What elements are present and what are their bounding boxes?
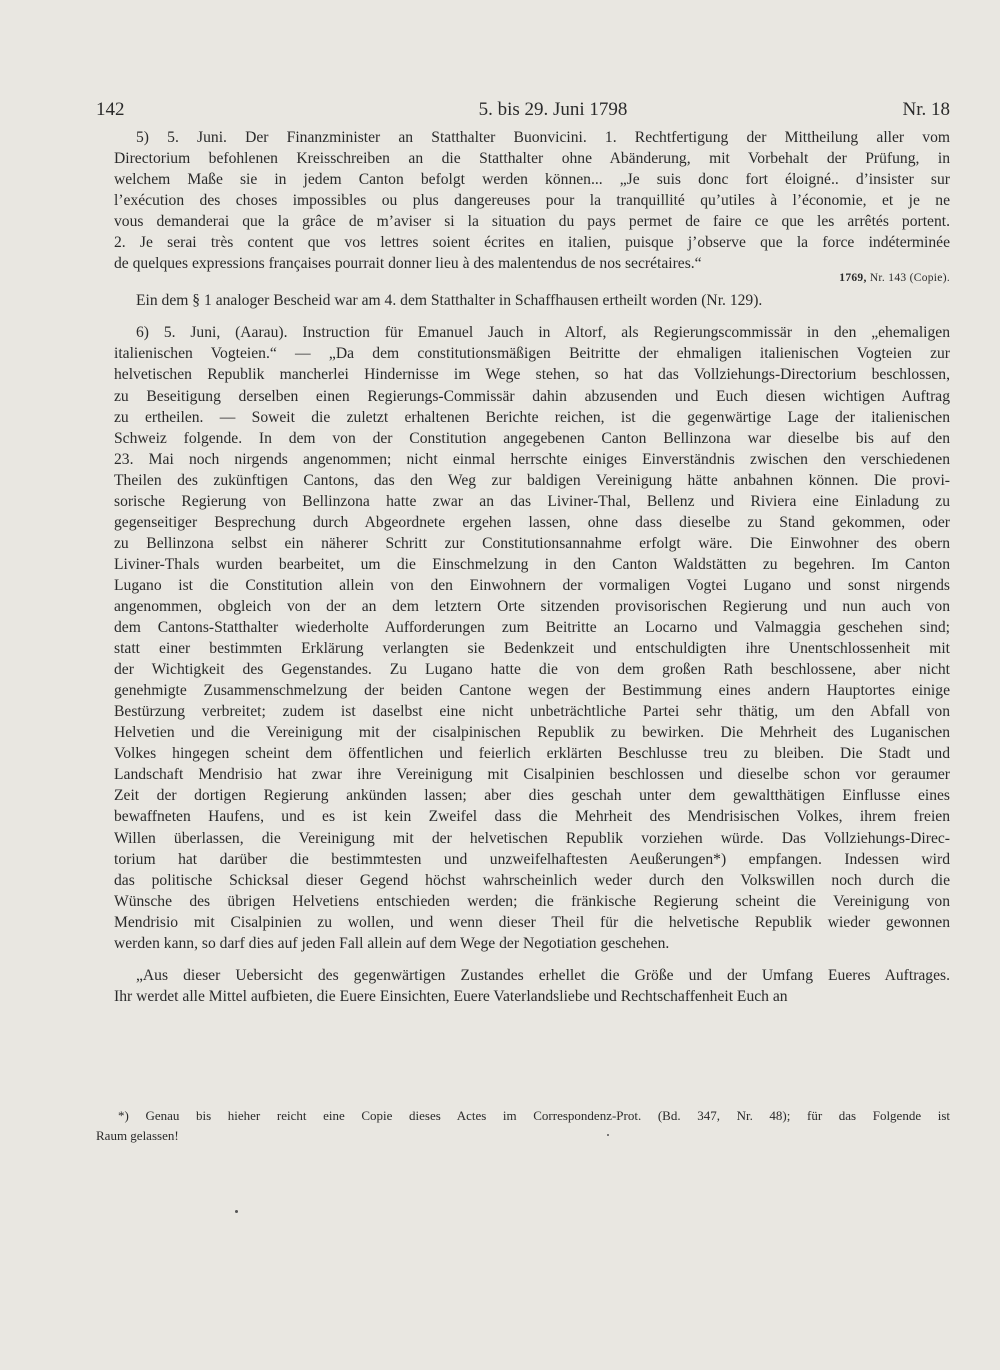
- entry-5-note-line: Ein dem § 1 analoger Bescheid war am 4. dem Statthalter in Schaffhausen ertheilt worden (Nr. 129).: [136, 292, 763, 310]
- entry-6-line: italienischen Vogteien.“ — „Da dem constitutionsmäßigen Beitritte der ehmaligen italienischen Vogteien zur: [114, 345, 950, 363]
- source-detail: Nr. 143 (Copie).: [866, 272, 950, 285]
- entry-5-line: 2. Je serai très content que vos lettres soient écrites en italien, puisque j’observe que la force indéterminée: [114, 234, 950, 252]
- entry-6-paragraph: [96, 322, 950, 953]
- entry-5-note: [96, 290, 950, 311]
- entry-6-line: das politische Schicksal dieser Gegend höchst wahrscheinlich weder durch den Volkswillen noch durch die: [114, 871, 950, 889]
- entry-6-line: Wünsche des übrigen Helvetiens entschieden werden; die fränkische Regierung scheint die Vereinigung von: [114, 892, 950, 910]
- document-body: [96, 127, 950, 1007]
- entry-5-line: Directorium befohlenen Kreisschreiben an die Statthalter ohne Abänderung, mit Vorbehalt der Prüfung, in: [114, 150, 950, 168]
- entry-6-line: 6) 5. Juni, (Aarau). Instruction für Emanuel Jauch in Altorf, als Regierungscommissär in den „ehemaligen: [136, 324, 950, 342]
- entry-5-line: l’exécution des choses impossibles ou plus dangereuses pour la tranquillité qu’utiles à l’économie, et je ne: [114, 192, 950, 210]
- entry-5-line: vous demanderai que la grâce de m’aviser si la situation du pays permet de faire ce que les arrêtés portent.: [114, 213, 950, 231]
- entry-6-line: Schweiz folgende. In dem von der Constitution angegebenen Canton Bellinzona war dieselbe bis auf den: [114, 429, 950, 447]
- entry-6-line: Landschaft Mendrisio hat zwar ihre Vereinigung mit Cisalpinien beschlossen und dieselbe schon vor geraumer: [114, 766, 950, 784]
- entry-6-line: Helvetien und die Vereinigung mit der cisalpinischen Republik zu bewirken. Die Mehrheit des Luganischen: [114, 724, 950, 742]
- entry-6-line: dem Cantons-Statthalter wiederholte Aufforderungen zum Beitritte an Locarno und Valmaggia geschehen sind;: [114, 619, 950, 637]
- entry-6-line: Theilen des zukünftigen Cantons, das den Weg zur baldigen Vereinigung hätte anbahnen können. Die provi-: [114, 471, 950, 489]
- paper-speck: [607, 1134, 609, 1136]
- footnote-line: Raum gelassen!: [96, 1128, 179, 1143]
- entry-6-line: torium hat darüber die bestimmtesten und unzweifelhaftesten Aeußerungen*) empfangen. Indessen wird: [114, 850, 950, 868]
- page-header: [96, 99, 950, 125]
- entry-5-line: de quelques expressions françaises pourrait donner lieu à des malentendus de nos secrétaires.“: [114, 255, 702, 273]
- header-date-range: 5. bis 29. Juni 1798: [478, 99, 628, 120]
- entry-6-line: werden kann, so darf dies auf jeden Fall allein auf dem Wege der Negotiation geschehen.: [114, 934, 670, 952]
- entry-6-line: angenommen, obgleich von der an dem letztern Orte sitzenden provisorischen Regierung und nun auch von: [114, 597, 950, 615]
- entry-6-line: der Wichtigkeit des Gegenstandes. Zu Lugano hatte die von dem großen Rath beschlossene, aber nicht: [114, 661, 950, 679]
- source-volume: 1769,: [839, 272, 867, 285]
- entry-6-line: helvetischen Republik mancherlei Hindernisse im Wege stehen, so hat das Vollziehungs-Directorium beschlossen,: [114, 366, 950, 384]
- entry-6-line: Willen überlassen, die Vereinigung mit der helvetischen Republik vorziehen würde. Das Vollziehungs-Direc-: [114, 829, 950, 847]
- entry-6-line: zu Beseitigung derselben einen Regierungs-Commissär dahin abzusenden und Euch diesen wichtigen Auftrag: [114, 387, 950, 405]
- entry-6-line: Liviner-Thals wurden bearbeitet, um die Einschmelzung in den Canton Waldstätten zu begehren. Im Canton: [114, 555, 950, 573]
- footnote-line: *) Genau bis hieher reicht eine Copie dieses Actes im Correspondenz-Prot. (Bd. 347, Nr. 48); für das Folgende ist: [118, 1108, 950, 1123]
- entry-5-paragraph: [96, 127, 950, 274]
- entry-6-line: genehmigte Zusammenschmelzung der beiden Cantone wegen der Bestimmung eines andern Hauptortes einige: [114, 682, 950, 700]
- entry-6-line: Mendrisio mit Cisalpinien zu wollen, und wenn dieser Theil für die helvetische Republik wieder gewonnen: [114, 913, 950, 931]
- entry-6-line: sorische Regierung von Bellinzona hatte zwar an das Liviner-Thal, Bellenz und Riviera eine Einladung zu: [114, 492, 950, 510]
- page-number: 142: [96, 99, 125, 120]
- footnote: [96, 1106, 950, 1146]
- entry-6-line: Bestürzung verbreitet; zudem ist daselbst eine nicht unbeträchtliche Partei sehr thätig, um den Abfall von: [114, 703, 950, 721]
- entry-6-line: bewaffneten Haufens, und es ist kein Zweifel dass die Mehrheit des Mendrisischen Volkes, ihrem freien: [114, 808, 950, 826]
- entry-5-line: welchem Maße sie in jedem Canton befolgt werden können... „Je suis donc fort éloigné.. d’insister sur: [114, 171, 950, 189]
- paper-speck: [235, 1210, 238, 1213]
- entry-6-line: Volkes hingegen scheint dem öffentlichen und feierlich erklärten Beschlusse treu zu bleiben. Die Stadt und: [114, 745, 950, 763]
- entry-6-line: statt einer bestimmten Erklärung verlangten sie Bedenkzeit und entschuldigten ihre Unentschlossenheit mit: [114, 640, 950, 658]
- entry-6-continuation-line: „Aus dieser Uebersicht des gegenwärtigen Zustandes erhellet die Größe und der Umfang Eueres Auftrages.: [136, 966, 950, 984]
- entry-6-line: 23. Mai noch nirgends angenommen; nicht einmal herrschte einiges Einverständnis zwischen den verschiedenen: [114, 450, 950, 468]
- entry-6-line: Lugano ist die Constitution allein von den Einwohnern der vormaligen Vogtei Lugano und sonst nirgends: [114, 576, 950, 594]
- entry-6-continuation: [96, 965, 950, 1007]
- entry-5-line: 5) 5. Juni. Der Finanzminister an Statthalter Buonvicini. 1. Rechtfertigung der Mittheilung aller vom: [136, 129, 950, 146]
- entry-6-line: gegenseitiger Besprechung durch Abgeordnete ergehen lassen, ohne dass dieselbe zu Stand gekommen, oder: [114, 513, 950, 531]
- entry-6-continuation-line: Ihr werdet alle Mittel aufbieten, die Euere Einsichten, Euere Vaterlandsliebe und Rechtschaffenheit Euch an: [114, 987, 788, 1005]
- entry-6-line: zu Bellinzona selbst ein näherer Schritt zur Constitutionsannahme erfolgt wäre. Die Einwohner des obern: [114, 534, 950, 552]
- entry-6-line: zu ertheilen. — Soweit die zuletzt erhaltenen Berichte reichen, ist die gegenwärtige Lage der italienischen: [114, 408, 950, 426]
- entry-6-line: Zeit der dortigen Regierung ankünden lassen; aber dies geschah unter dem gewaltthätigen Einflusse eines: [114, 787, 950, 805]
- header-section-number: Nr. 18: [902, 99, 950, 120]
